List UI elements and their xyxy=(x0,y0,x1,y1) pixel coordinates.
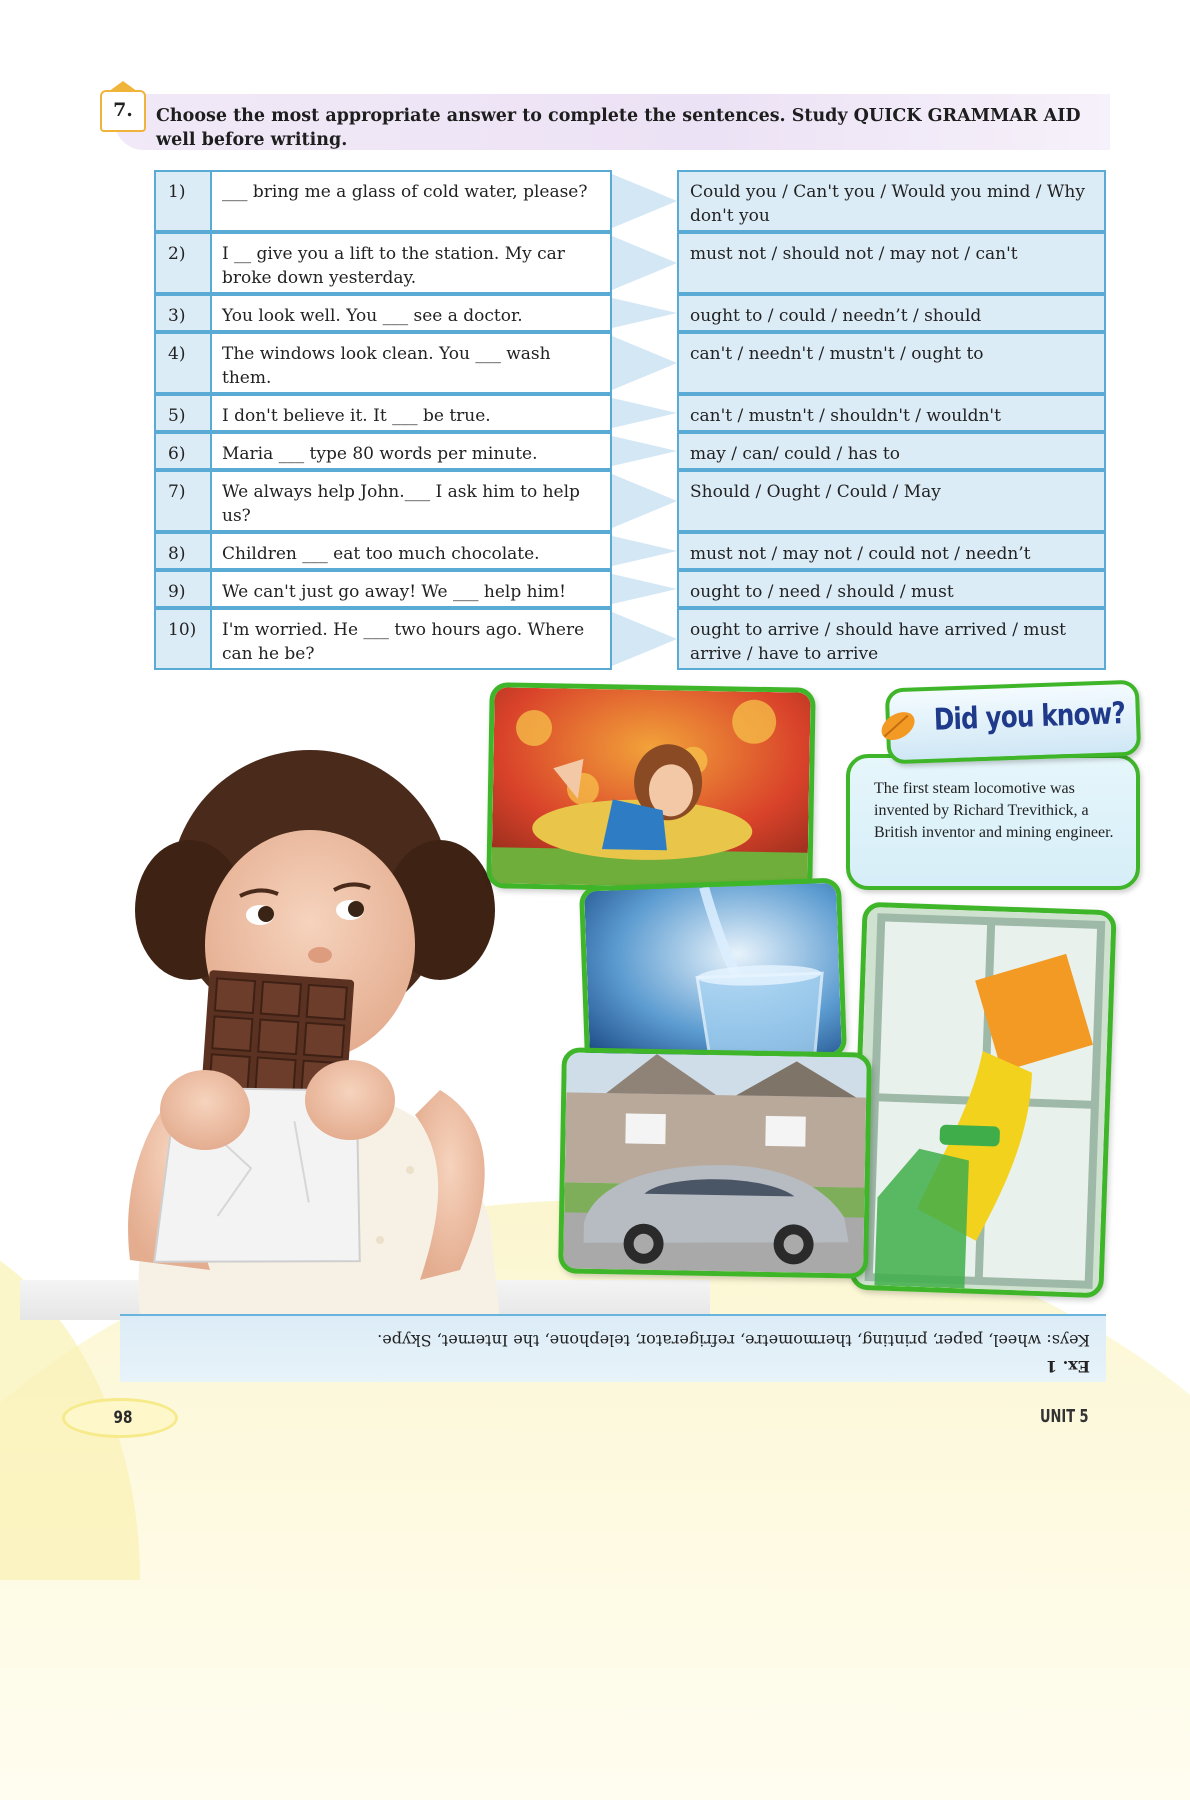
did-you-know-title: Did you know? xyxy=(933,696,1126,738)
arrow-connector-icon xyxy=(612,332,677,394)
exercise-header xyxy=(100,90,1110,152)
row-sentence: I'm worried. He ___ two hours ago. Where can he be? xyxy=(212,608,612,670)
table-row xyxy=(154,332,1106,394)
row-sentence: Children ___ eat too much chocolate. xyxy=(212,532,612,570)
page-number-badge xyxy=(62,1398,178,1438)
arrow-connector-icon xyxy=(612,570,677,608)
row-sentence: The windows look clean. You ___ wash them. xyxy=(212,332,612,394)
row-options: can't / mustn't / shouldn't / wouldn't xyxy=(677,394,1106,432)
leaf-icon xyxy=(877,707,918,744)
table-row xyxy=(154,532,1106,570)
row-sentence: We can't just go away! We ___ help him! xyxy=(212,570,612,608)
row-number: 4) xyxy=(154,332,212,394)
did-you-know-text: The first steam locomotive was invented by Richard Trevithick, a British inventor and mining engineer. xyxy=(874,780,1114,841)
row-number: 3) xyxy=(154,294,212,332)
exercise-number-badge: 7. xyxy=(100,90,146,132)
row-options: Could you / Can't you / Would you mind / Why don't you xyxy=(677,170,1106,232)
table-row xyxy=(154,608,1106,670)
row-number: 7) xyxy=(154,470,212,532)
row-sentence: We always help John.___ I ask him to help us? xyxy=(212,470,612,532)
row-sentence: I don't believe it. It ___ be true. xyxy=(212,394,612,432)
arrow-connector-icon xyxy=(612,394,677,432)
row-number: 2) xyxy=(154,232,212,294)
arrow-connector-icon xyxy=(612,532,677,570)
row-sentence: I __ give you a lift to the station. My car broke down yesterday. xyxy=(212,232,612,294)
arrow-connector-icon xyxy=(612,608,677,670)
row-number: 8) xyxy=(154,532,212,570)
table-row xyxy=(154,294,1106,332)
exercise-table xyxy=(154,170,1106,670)
page-number: 98 xyxy=(113,1408,133,1428)
table-row xyxy=(154,232,1106,294)
row-options: ought to / need / should / must xyxy=(677,570,1106,608)
row-sentence: ___ bring me a glass of cold water, please? xyxy=(212,170,612,232)
answer-keys-text: Keys: wheel, paper, printing, thermometre, refrigerator, telephone, the Internet, Skype. xyxy=(377,1331,1090,1350)
answer-keys-label: Ex. 1 xyxy=(1045,1357,1090,1376)
did-you-know-header xyxy=(885,680,1141,765)
row-options: must not / may not / could not / needn’t xyxy=(677,532,1106,570)
row-number: 6) xyxy=(154,432,212,470)
answer-keys-bar xyxy=(120,1314,1106,1382)
answer-keys-rotated xyxy=(120,1316,1106,1382)
unit-label: UNIT 5 xyxy=(1040,1406,1089,1427)
exercise-instruction: Choose the most appropriate answer to complete the sentences. Study QUICK GRAMMAR AID well before writing. xyxy=(156,106,1081,150)
car-photo xyxy=(558,1047,872,1278)
row-options: must not / should not / may not / can't xyxy=(677,232,1106,294)
woman-reading-photo xyxy=(486,682,816,894)
arrow-connector-icon xyxy=(612,294,677,332)
table-row xyxy=(154,170,1106,232)
row-number: 5) xyxy=(154,394,212,432)
glass-of-water-photo xyxy=(579,877,847,1066)
row-number: 9) xyxy=(154,570,212,608)
row-number: 10) xyxy=(154,608,212,670)
cleaning-window-photo xyxy=(849,902,1116,1299)
row-options: Should / Ought / Could / May xyxy=(677,470,1106,532)
row-options: ought to / could / needn’t / should xyxy=(677,294,1106,332)
did-you-know-box xyxy=(846,754,1140,890)
row-options: ought to arrive / should have arrived / must arrive / have to arrive xyxy=(677,608,1106,670)
table-row xyxy=(154,394,1106,432)
row-sentence: Maria ___ type 80 words per minute. xyxy=(212,432,612,470)
arrow-connector-icon xyxy=(612,232,677,294)
arrow-connector-icon xyxy=(612,170,677,232)
table-row xyxy=(154,570,1106,608)
arrow-connector-icon xyxy=(612,470,677,532)
arrow-connector-icon xyxy=(612,432,677,470)
table-row xyxy=(154,432,1106,470)
row-options: can't / needn't / mustn't / ought to xyxy=(677,332,1106,394)
table-row xyxy=(154,470,1106,532)
row-sentence: You look well. You ___ see a doctor. xyxy=(212,294,612,332)
row-number: 1) xyxy=(154,170,212,232)
row-options: may / can/ could / has to xyxy=(677,432,1106,470)
